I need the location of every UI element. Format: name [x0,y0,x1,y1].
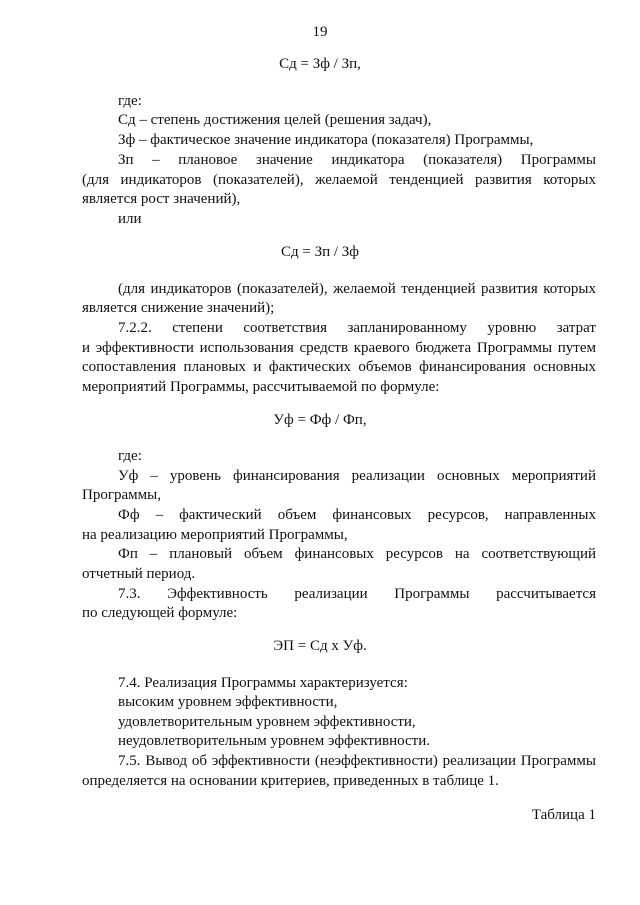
paragraph-7-2-2-line-1: 7.2.2. степени соответствия запланированному уровню затрат [118,320,596,336]
definition-zp-line-2: (для индикаторов (показателей), желаемой тенденцией развития которых [82,172,596,188]
definition-zf: Зф – фактическое значение индикатора (показателя) Программы, [118,132,534,148]
formula-ep: ЭП = Сд х Уф. [273,638,367,654]
level-high: высоким уровнем эффективности, [118,694,338,710]
paragraph-7-3-line-1: 7.3. Эффективность реализации Программы рассчитывается [118,586,596,602]
where-label-1: где: [118,93,142,109]
level-unsatisfactory: неудовлетворительным уровнем эффективности. [118,733,430,749]
table-caption: Таблица 1 [531,807,596,823]
paragraph-7-5-line-2: определяется на основании критериев, приведенных в таблице 1. [82,773,499,789]
definition-fp-line-2: отчетный период. [82,566,196,582]
level-satisfactory: удовлетворительным уровнем эффективности, [118,714,416,730]
definition-zp-line-1: Зп – плановое значение индикатора (показателя) Программы [118,152,596,168]
definition-ff-line-2: на реализацию мероприятий Программы, [82,527,348,543]
decrease-line-2: является снижение значений); [82,300,275,316]
definition-fp-line-1: Фп – плановый объем финансовых ресурсов на соответствующий [118,546,596,562]
definition-uf-line-2: Программы, [82,487,161,503]
definition-uf-line-1: Уф – уровень финансирования реализации основных мероприятий [118,468,596,484]
or-label: или [118,211,142,227]
formula-sd-2: Сд = Зп / Зф [280,244,360,260]
definition-zp-line-3: является рост значений), [82,191,241,207]
where-label-2: где: [118,448,142,464]
paragraph-7-3-line-2: по следующей формуле: [82,605,238,621]
decrease-line-1: (для индикаторов (показателей), желаемой тенденцией развития которых [118,281,596,297]
formula-sd-1: Сд = Зф / Зп, [279,56,361,72]
page-number: 19 [312,24,328,40]
formula-uf: Уф = Фф / Фп, [273,412,367,428]
paragraph-7-4: 7.4. Реализация Программы характеризуется: [118,675,408,691]
definition-ff-line-1: Фф – фактический объем финансовых ресурсов, направленных [118,507,596,523]
paragraph-7-5-line-1: 7.5. Вывод об эффективности (неэффективности) реализации Программы [118,753,596,769]
paragraph-7-2-2-line-4: мероприятий Программы, рассчитываемой по формуле: [82,379,440,395]
definition-sd: Сд – степень достижения целей (решения задач), [118,112,432,128]
paragraph-7-2-2-line-2: и эффективности использования средств краевого бюджета Программы путем [82,340,596,356]
paragraph-7-2-2-line-3: сопоставления плановых и фактических объемов финансирования основных [82,359,596,375]
